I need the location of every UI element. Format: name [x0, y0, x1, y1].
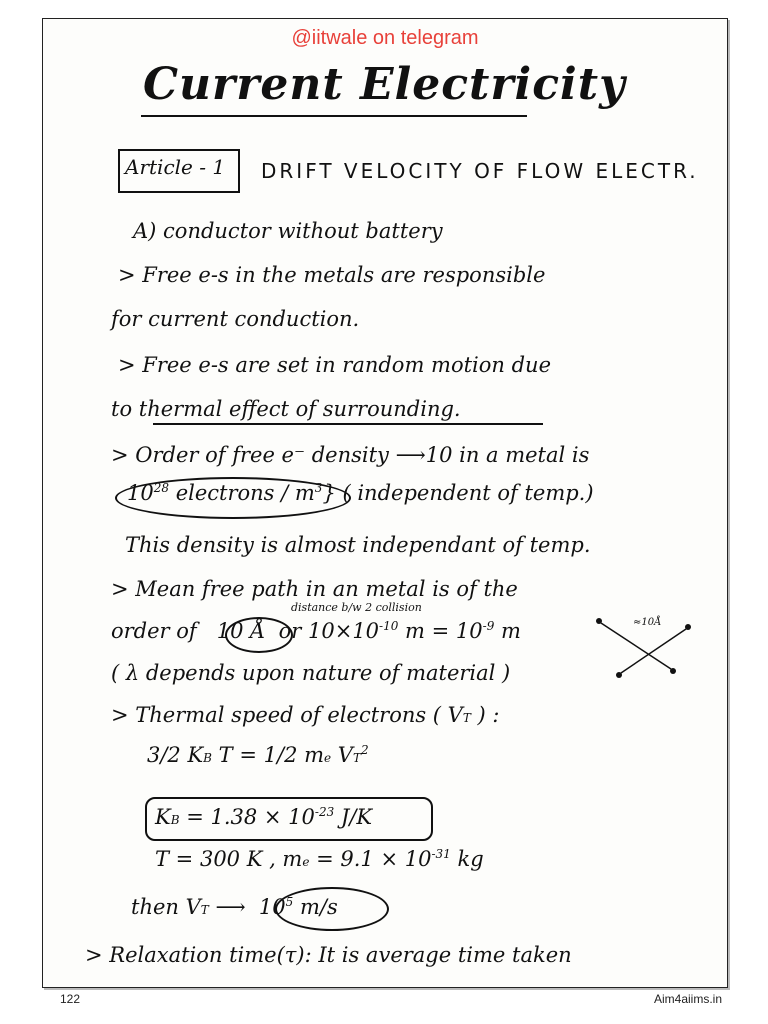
line-thermal-speed-result: then VT ⟶ $10^5$ m/s — [131, 895, 338, 919]
electron-dot-1 — [596, 618, 602, 624]
line-mean-free-path: > Mean free path in an metal is of the — [111, 577, 518, 601]
equation-energy: 3/2 KB T = 1/2 me $VT^2$ — [147, 743, 369, 767]
line-conduction: for current conduction. — [111, 307, 360, 331]
line-thermal-effect: to thermal effect of surrounding. — [111, 397, 461, 421]
page-title: Current Electricity — [143, 59, 626, 110]
line-relaxation-time: > Relaxation time(τ): It is average time taken — [85, 943, 572, 967]
collision-diagram — [591, 611, 701, 681]
line-density-value: $10^{28}$ electrons / $m^3$} ( independent of temp.) — [127, 481, 594, 505]
article-heading: DRIFT VELOCITY OF FLOW ELECTR. — [261, 159, 699, 183]
line-density-order: > Order of free e⁻ density ⟶10 in a metal is — [111, 443, 590, 467]
line-temperature-mass: T = 300 K , me = $9.1 \times 10^{-31}$ kg — [155, 847, 484, 871]
article-label: Article - 1 — [125, 155, 226, 179]
collision-note: distance b/w 2 collision — [291, 601, 422, 614]
line-conductor: A) conductor without battery — [133, 219, 443, 243]
equation-boltzmann: KB = $1.38 \times 10^{-23}$ J/K — [155, 805, 373, 829]
electron-dot-3 — [616, 672, 622, 678]
line-thermal-speed: > Thermal speed of electrons ( VT ) : — [111, 703, 500, 727]
telegram-watermark: @iitwale on telegram — [291, 27, 479, 49]
title-underline — [141, 115, 527, 117]
line-lambda: ( λ depends upon nature of material ) — [111, 661, 511, 685]
electron-dot-2 — [670, 668, 676, 674]
path-line-2 — [621, 629, 686, 673]
page-number: 122 — [60, 992, 81, 1006]
notes-page — [42, 18, 728, 988]
thermal-underline — [153, 423, 543, 425]
line-order-angstrom: order of 10 Å or $10\times 10^{-10}$ $m = 10^{-9}$ m — [111, 619, 521, 643]
site-credit: Aim4aiims.in — [653, 992, 722, 1006]
line-random-motion: > Free e-s are set in random motion due — [118, 353, 551, 377]
line-free-electrons: > Free e-s in the metals are responsible — [118, 263, 546, 287]
diagram-label: ≈10Å — [633, 617, 662, 628]
electron-dot-4 — [685, 624, 691, 630]
line-density-independent: This density is almost independant of temp. — [125, 533, 591, 557]
